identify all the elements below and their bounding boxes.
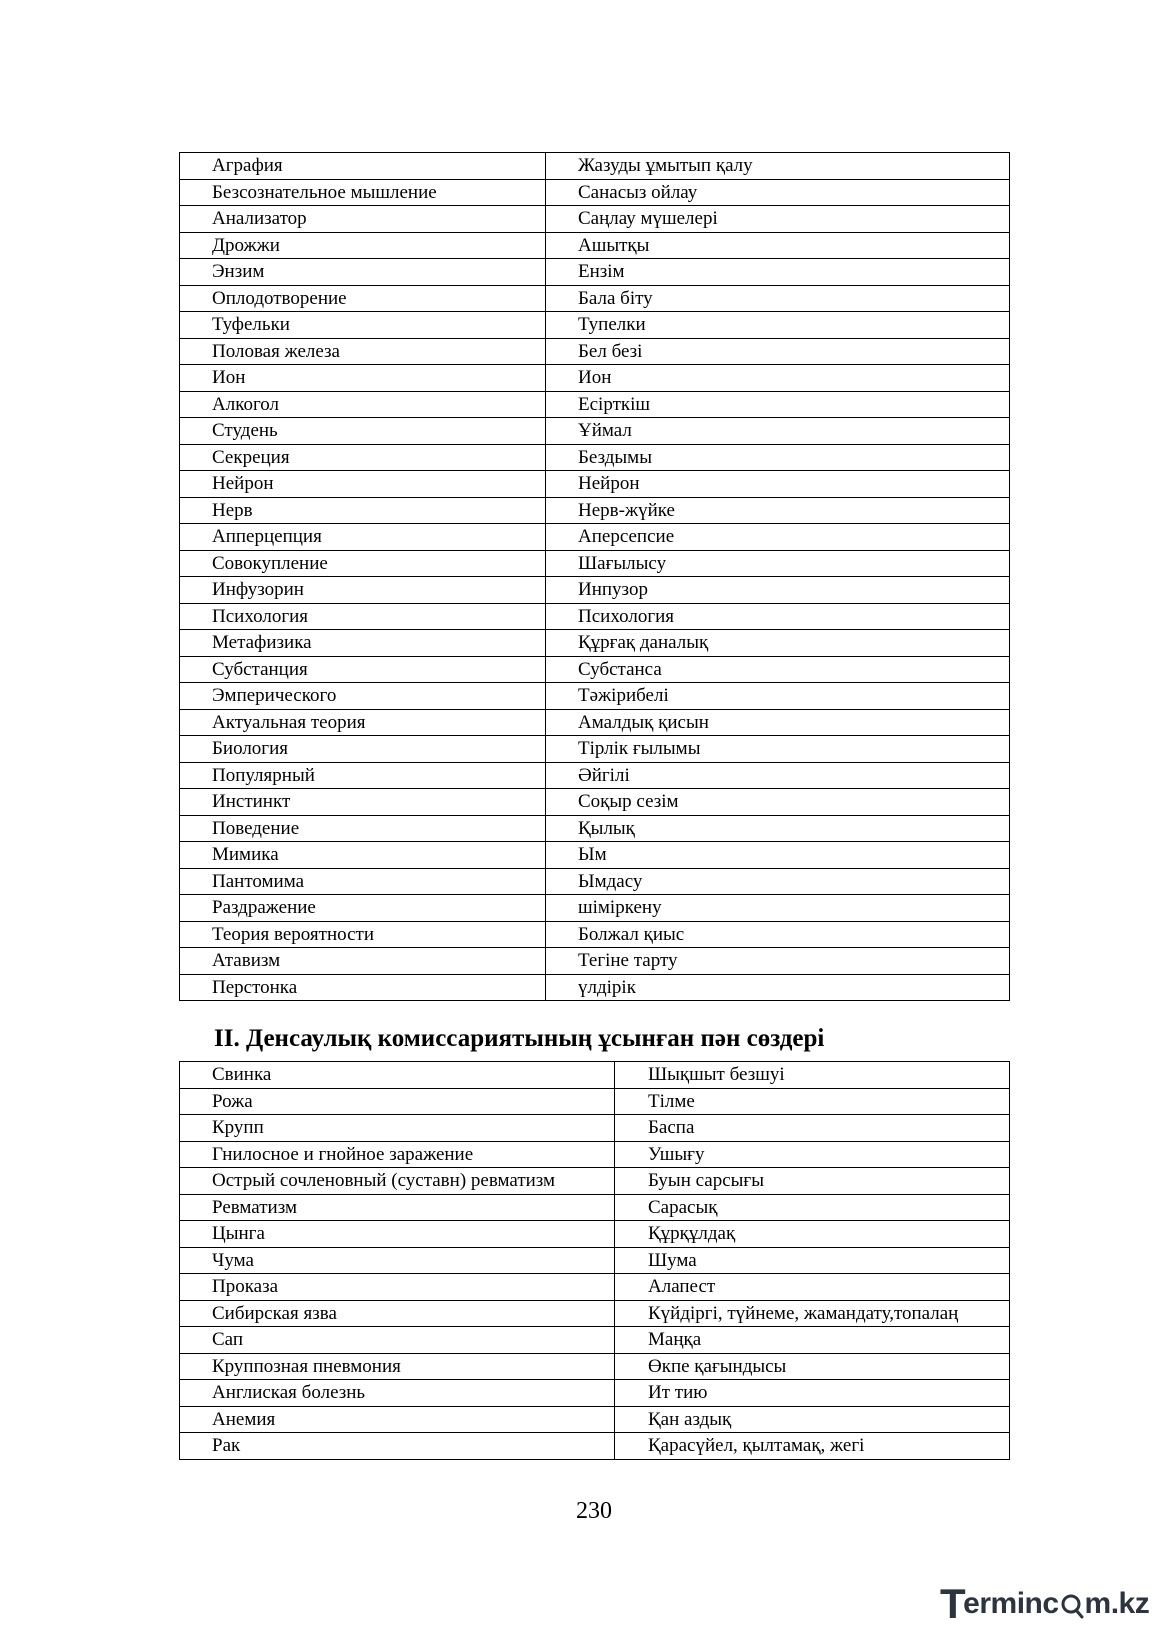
table-row <box>180 1327 1010 1354</box>
term-russian: Цынга <box>180 1221 615 1248</box>
term-kazakh: Қылық <box>546 815 1010 842</box>
term-russian: Нерв <box>180 497 546 524</box>
table-row <box>180 550 1010 577</box>
section-heading: II. Денсаулық комиссариятының ұсынған пән сөздері <box>214 1025 825 1052</box>
term-russian: Студень <box>180 418 546 445</box>
watermark-text-middle: erminc <box>963 1587 1059 1620</box>
term-russian: Перстонка <box>180 974 546 1001</box>
term-kazakh: Ит тию <box>615 1380 1010 1407</box>
term-kazakh: Тірлік ғылымы <box>546 736 1010 763</box>
term-russian: Проказа <box>180 1274 615 1301</box>
term-kazakh: шіміркену <box>546 895 1010 922</box>
term-kazakh: Күйдіргі, түйнеме, жамандату,топалаң <box>615 1300 1010 1327</box>
term-kazakh: Бездымы <box>546 444 1010 471</box>
term-russian: Острый сочленовный (суставн) ревматизм <box>180 1168 615 1195</box>
term-kazakh: Тәжірибелі <box>546 683 1010 710</box>
term-russian: Инфузорин <box>180 577 546 604</box>
term-kazakh: Қан аздық <box>615 1406 1010 1433</box>
term-russian: Анализатор <box>180 206 546 233</box>
term-kazakh: Амалдық қисын <box>546 709 1010 736</box>
table-row <box>180 444 1010 471</box>
term-russian: Сибирская язва <box>180 1300 615 1327</box>
table-row <box>180 948 1010 975</box>
term-kazakh: Шағылысу <box>546 550 1010 577</box>
term-kazakh: Ушығу <box>615 1141 1010 1168</box>
term-kazakh: Жазуды ұмытып қалу <box>546 153 1010 180</box>
term-russian: Дрожжи <box>180 232 546 259</box>
table-row <box>180 1141 1010 1168</box>
term-kazakh: Ион <box>546 365 1010 392</box>
table-row <box>180 1247 1010 1274</box>
term-kazakh: Ұймал <box>546 418 1010 445</box>
table-row <box>180 895 1010 922</box>
term-russian: Англиская болезнь <box>180 1380 615 1407</box>
table-row <box>180 736 1010 763</box>
term-russian: Гнилосное и гнойное заражение <box>180 1141 615 1168</box>
table-row <box>180 418 1010 445</box>
term-russian: Эмперического <box>180 683 546 710</box>
table-row <box>180 1194 1010 1221</box>
term-russian: Крупп <box>180 1115 615 1142</box>
term-russian: Чума <box>180 1247 615 1274</box>
table-row <box>180 391 1010 418</box>
term-russian: Сап <box>180 1327 615 1354</box>
term-kazakh: Бел безі <box>546 338 1010 365</box>
table-row <box>180 868 1010 895</box>
table-row <box>180 153 1010 180</box>
term-kazakh: Ымдасу <box>546 868 1010 895</box>
term-kazakh: Тілме <box>615 1088 1010 1115</box>
term-kazakh: Саңлау мүшелері <box>546 206 1010 233</box>
term-russian: Ревматизм <box>180 1194 615 1221</box>
term-russian: Атавизм <box>180 948 546 975</box>
term-russian: Алкогол <box>180 391 546 418</box>
term-russian: Субстанция <box>180 656 546 683</box>
term-russian: Пантомима <box>180 868 546 895</box>
term-kazakh: Алапест <box>615 1274 1010 1301</box>
term-russian: Анемия <box>180 1406 615 1433</box>
table-row <box>180 497 1010 524</box>
table-row <box>180 1406 1010 1433</box>
term-russian: Рак <box>180 1433 615 1460</box>
table-row <box>180 285 1010 312</box>
table-row <box>180 1274 1010 1301</box>
term-russian: Нейрон <box>180 471 546 498</box>
table-row <box>180 656 1010 683</box>
term-russian: Энзим <box>180 259 546 286</box>
table-row <box>180 709 1010 736</box>
term-kazakh: Тупелки <box>546 312 1010 339</box>
term-kazakh: Маңқа <box>615 1327 1010 1354</box>
term-kazakh: Есірткіш <box>546 391 1010 418</box>
term-russian: Теория вероятности <box>180 921 546 948</box>
table-row <box>180 1221 1010 1248</box>
table-row <box>180 179 1010 206</box>
term-kazakh: Құрғақ даналық <box>546 630 1010 657</box>
term-russian: Инстинкт <box>180 789 546 816</box>
term-russian: Безсознательное мышление <box>180 179 546 206</box>
term-russian: Секреция <box>180 444 546 471</box>
table-row <box>180 921 1010 948</box>
term-russian: Оплодотворение <box>180 285 546 312</box>
term-russian: Биология <box>180 736 546 763</box>
table-row <box>180 683 1010 710</box>
term-russian: Половая железа <box>180 338 546 365</box>
term-russian: Туфельки <box>180 312 546 339</box>
term-kazakh: Нейрон <box>546 471 1010 498</box>
term-russian: Аграфия <box>180 153 546 180</box>
table-row <box>180 1300 1010 1327</box>
term-russian: Психология <box>180 603 546 630</box>
term-kazakh: Сарасық <box>615 1194 1010 1221</box>
term-kazakh: Бала біту <box>546 285 1010 312</box>
table-row <box>180 789 1010 816</box>
term-russian: Раздражение <box>180 895 546 922</box>
term-kazakh: Психология <box>546 603 1010 630</box>
term-kazakh: Шума <box>615 1247 1010 1274</box>
terms-table-1 <box>179 152 1010 1001</box>
term-russian: Метафизика <box>180 630 546 657</box>
table-row <box>180 630 1010 657</box>
term-russian: Ион <box>180 365 546 392</box>
term-russian: Поведение <box>180 815 546 842</box>
table-row <box>180 338 1010 365</box>
term-russian: Свинка <box>180 1062 615 1089</box>
term-kazakh: Шықшыт безшуі <box>615 1062 1010 1089</box>
watermark-letter-t: T <box>940 1580 966 1627</box>
magnifier-icon <box>1059 1587 1085 1621</box>
term-russian: Апперцепция <box>180 524 546 551</box>
table-row <box>180 312 1010 339</box>
terms-table-2-body <box>180 1062 1010 1460</box>
term-kazakh: Қарасүйел, қылтамақ, жегі <box>615 1433 1010 1460</box>
table-row <box>180 206 1010 233</box>
table-row <box>180 524 1010 551</box>
table-row <box>180 365 1010 392</box>
table-row <box>180 1115 1010 1142</box>
table-row <box>180 1062 1010 1089</box>
term-kazakh: Ашытқы <box>546 232 1010 259</box>
table-row <box>180 603 1010 630</box>
table-row <box>180 1380 1010 1407</box>
term-kazakh: Санасыз ойлау <box>546 179 1010 206</box>
term-kazakh: Тегіне тарту <box>546 948 1010 975</box>
table-row <box>180 471 1010 498</box>
page-number: 230 <box>576 1498 612 1524</box>
table-row <box>180 1168 1010 1195</box>
table-row <box>180 1353 1010 1380</box>
terms-table-1-body <box>180 153 1010 1001</box>
term-russian: Популярный <box>180 762 546 789</box>
term-kazakh: Болжал қиыс <box>546 921 1010 948</box>
term-russian: Актуальная теория <box>180 709 546 736</box>
termincom-watermark-logo <box>940 1580 1150 1627</box>
term-russian: Мимика <box>180 842 546 869</box>
term-kazakh: Буын сарсығы <box>615 1168 1010 1195</box>
term-russian: Рожа <box>180 1088 615 1115</box>
term-kazakh: Аперсепсие <box>546 524 1010 551</box>
term-kazakh: Ензім <box>546 259 1010 286</box>
term-russian: Совокупление <box>180 550 546 577</box>
table-row <box>180 577 1010 604</box>
term-kazakh: үлдірік <box>546 974 1010 1001</box>
watermark-text-last: m.kz <box>1084 1587 1150 1620</box>
table-row <box>180 1433 1010 1460</box>
table-row <box>180 762 1010 789</box>
term-russian: Круппозная пневмония <box>180 1353 615 1380</box>
table-row <box>180 232 1010 259</box>
term-kazakh: Әйгілі <box>546 762 1010 789</box>
term-kazakh: Субстанса <box>546 656 1010 683</box>
terms-table-2 <box>179 1061 1010 1460</box>
term-kazakh: Инпузор <box>546 577 1010 604</box>
term-kazakh: Құрқұлдақ <box>615 1221 1010 1248</box>
term-kazakh: Нерв-жүйке <box>546 497 1010 524</box>
table-row <box>180 974 1010 1001</box>
table-row <box>180 842 1010 869</box>
term-kazakh: Ым <box>546 842 1010 869</box>
table-row <box>180 815 1010 842</box>
term-kazakh: Баспа <box>615 1115 1010 1142</box>
term-kazakh: Соқыр сезім <box>546 789 1010 816</box>
table-row <box>180 259 1010 286</box>
term-kazakh: Өкпе қағындысы <box>615 1353 1010 1380</box>
table-row <box>180 1088 1010 1115</box>
